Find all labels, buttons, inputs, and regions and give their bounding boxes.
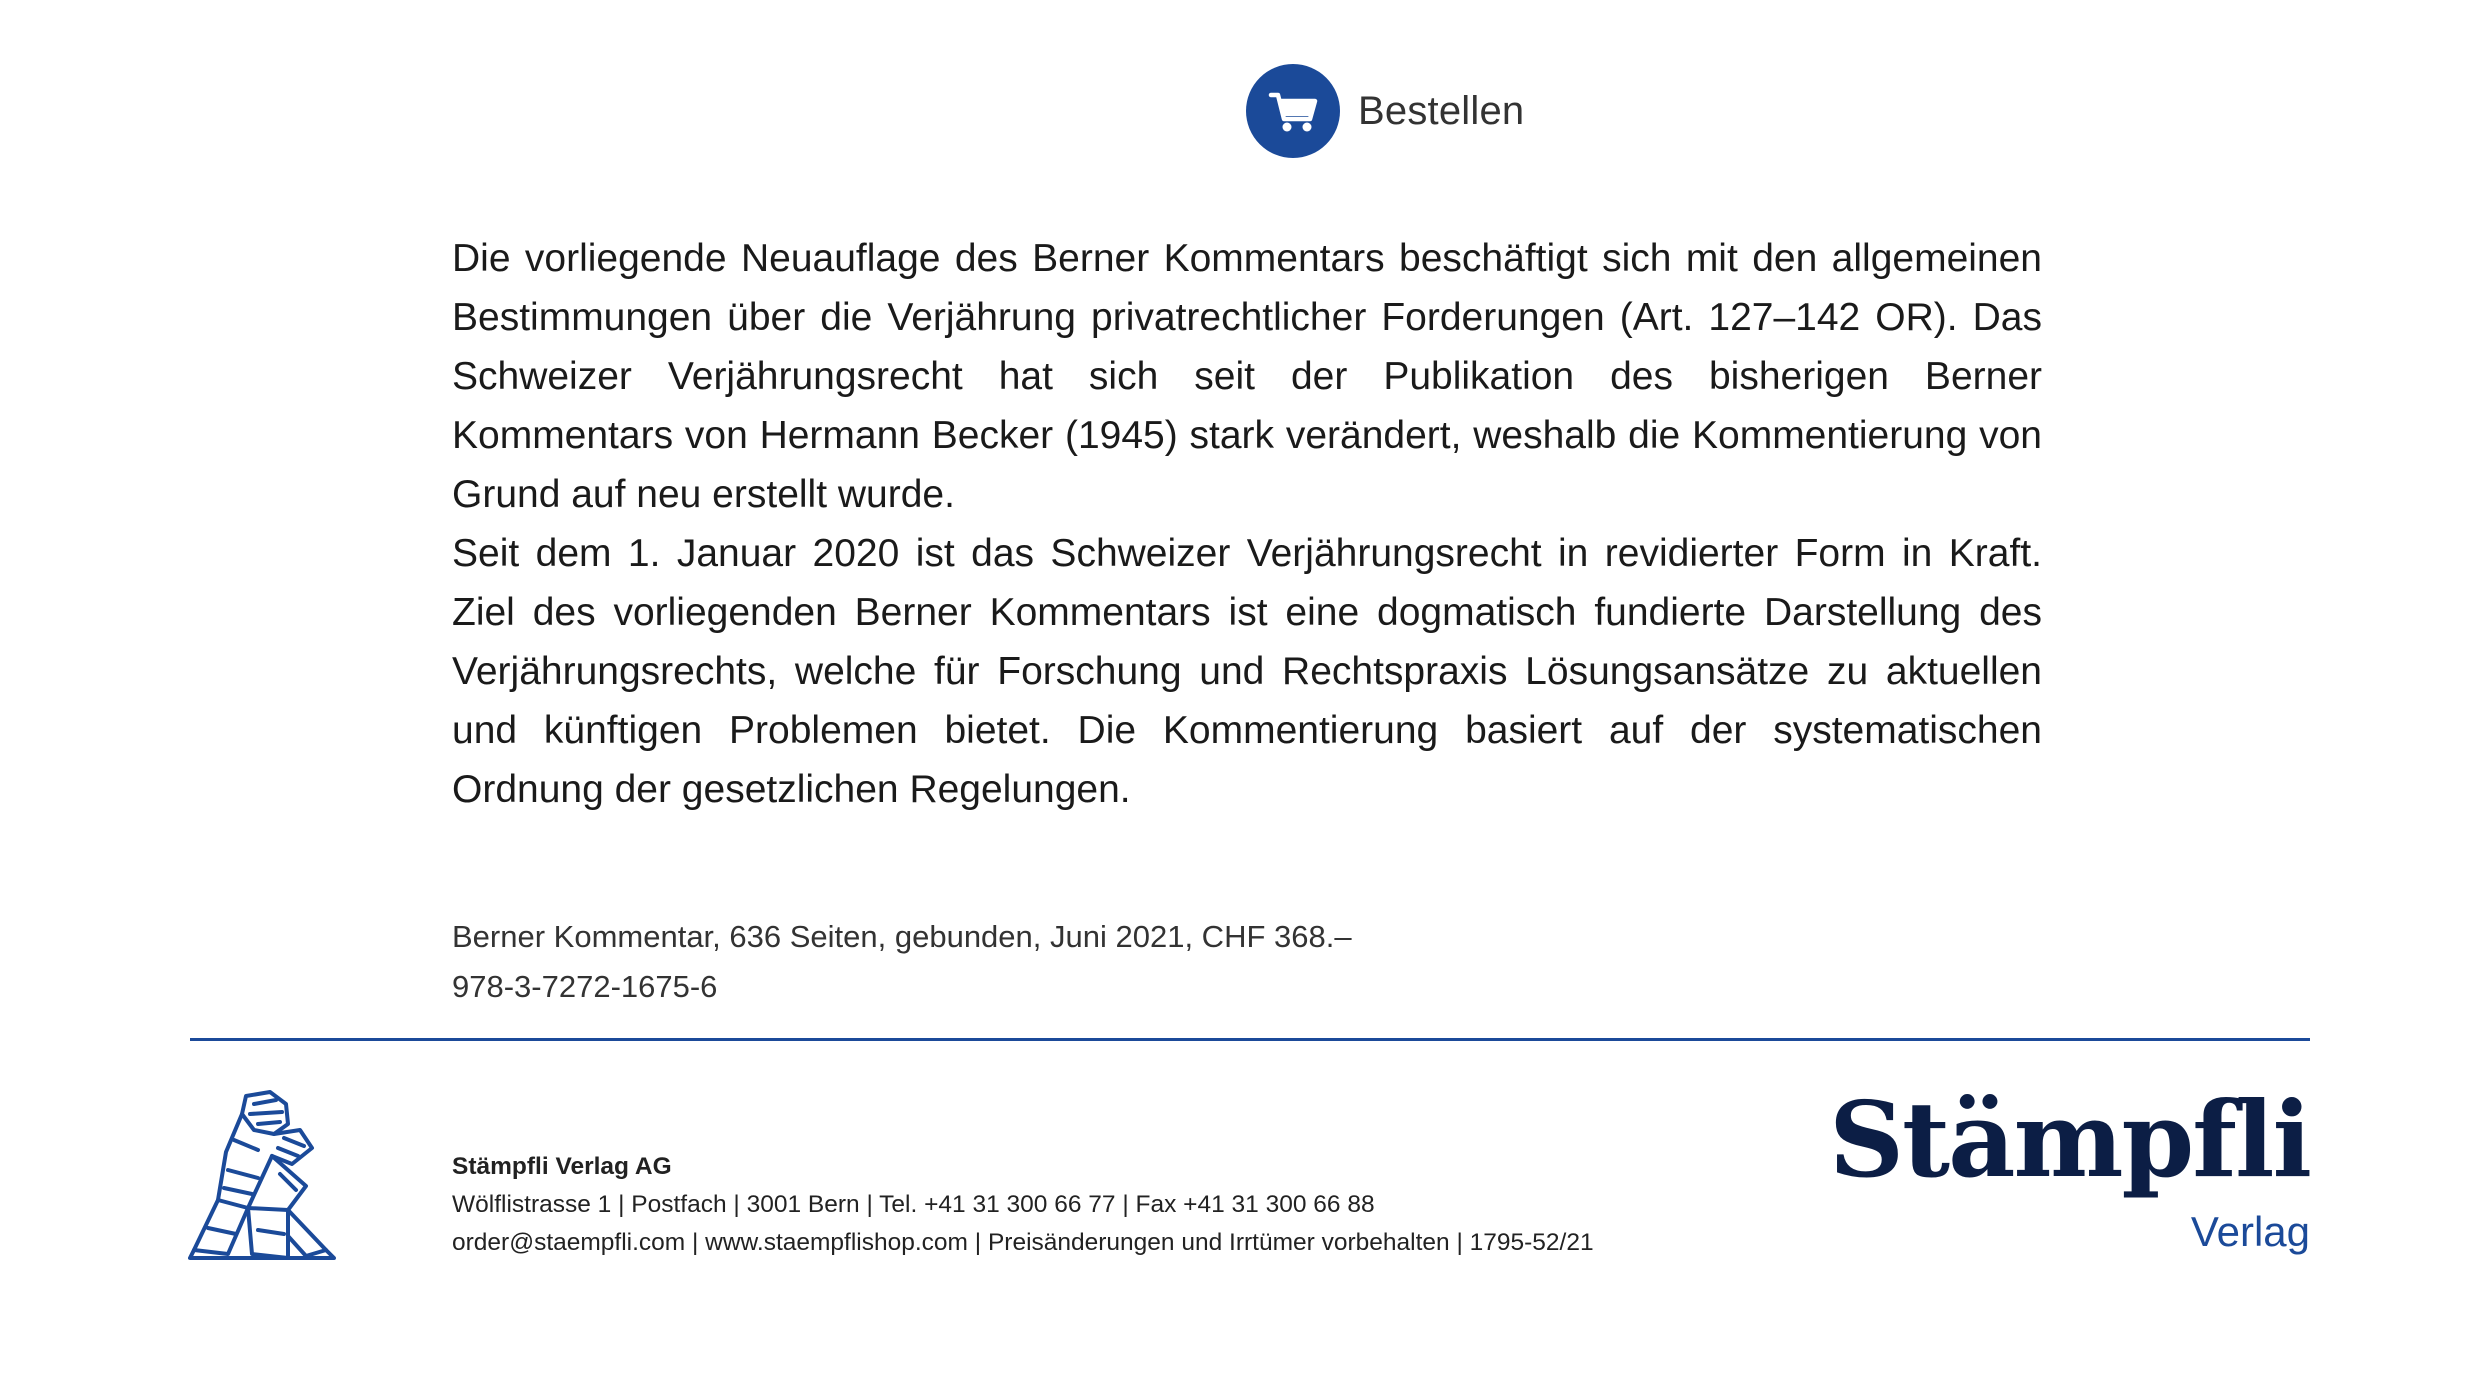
book-isbn: 978-3-7272-1675-6 [452, 969, 718, 1004]
description-paragraph: Die vorliegende Neuauflage des Berner Kommentars beschäftigt sich mit den allgemeinen Bestimmungen über die Verjährung privatrechtlicher Forderungen (Art. 127–142 OR). Das Schweizer Verjährungsrecht hat sich seit der Publikation des bisherigen Berner Kommentars von Hermann Becker (1945) stark verändert, weshalb die Kommentierung von Grund auf neu erstellt wurde. [452, 237, 2042, 516]
footer-divider [190, 1038, 2310, 1041]
order-button[interactable] [1246, 64, 1524, 158]
publisher-contact [452, 1148, 1594, 1262]
order-button-label[interactable]: Bestellen [1358, 88, 1525, 133]
staempfli-logo [1829, 1080, 2310, 1258]
company-name: Stämpfli Verlag AG [452, 1153, 672, 1180]
description-paragraph: Seit dem 1. Januar 2020 ist das Schweizer Verjährungsrecht in revidierter Form in Kraft. Ziel des vorliegenden Berner Kommentars ist eine dogmatisch fundierte Darstellung des Verjährungsrechts, welche für Forschung und Rechtspraxis Lösungsansätze zu aktuellen und künftigen Problemen bietet. Die Kommentierung basiert auf der systematischen Ordnung der gesetzlichen Regelungen. [452, 532, 2042, 811]
company-address: Wölflistrasse 1 | Postfach | 3001 Bern | Tel. +41 31 300 66 77 | Fax +41 31 300 66 88 [452, 1191, 1375, 1218]
company-contact: order@staempfli.com | www.staempflishop.com | Preisänderungen und Irrtümer vorbehalten | 1795-52/21 [452, 1229, 1594, 1256]
book-description [452, 229, 2042, 819]
book-info: Berner Kommentar, 636 Seiten, gebunden, Juni 2021, CHF 368.– [452, 919, 1352, 954]
shopping-cart-icon[interactable] [1246, 64, 1340, 158]
logo-wordmark: Stämpfli [1828, 1078, 2310, 1201]
logo-verlag: Verlag [2190, 1208, 2310, 1255]
book-details [452, 912, 1352, 1012]
seated-figure-emblem-icon [188, 1090, 336, 1260]
